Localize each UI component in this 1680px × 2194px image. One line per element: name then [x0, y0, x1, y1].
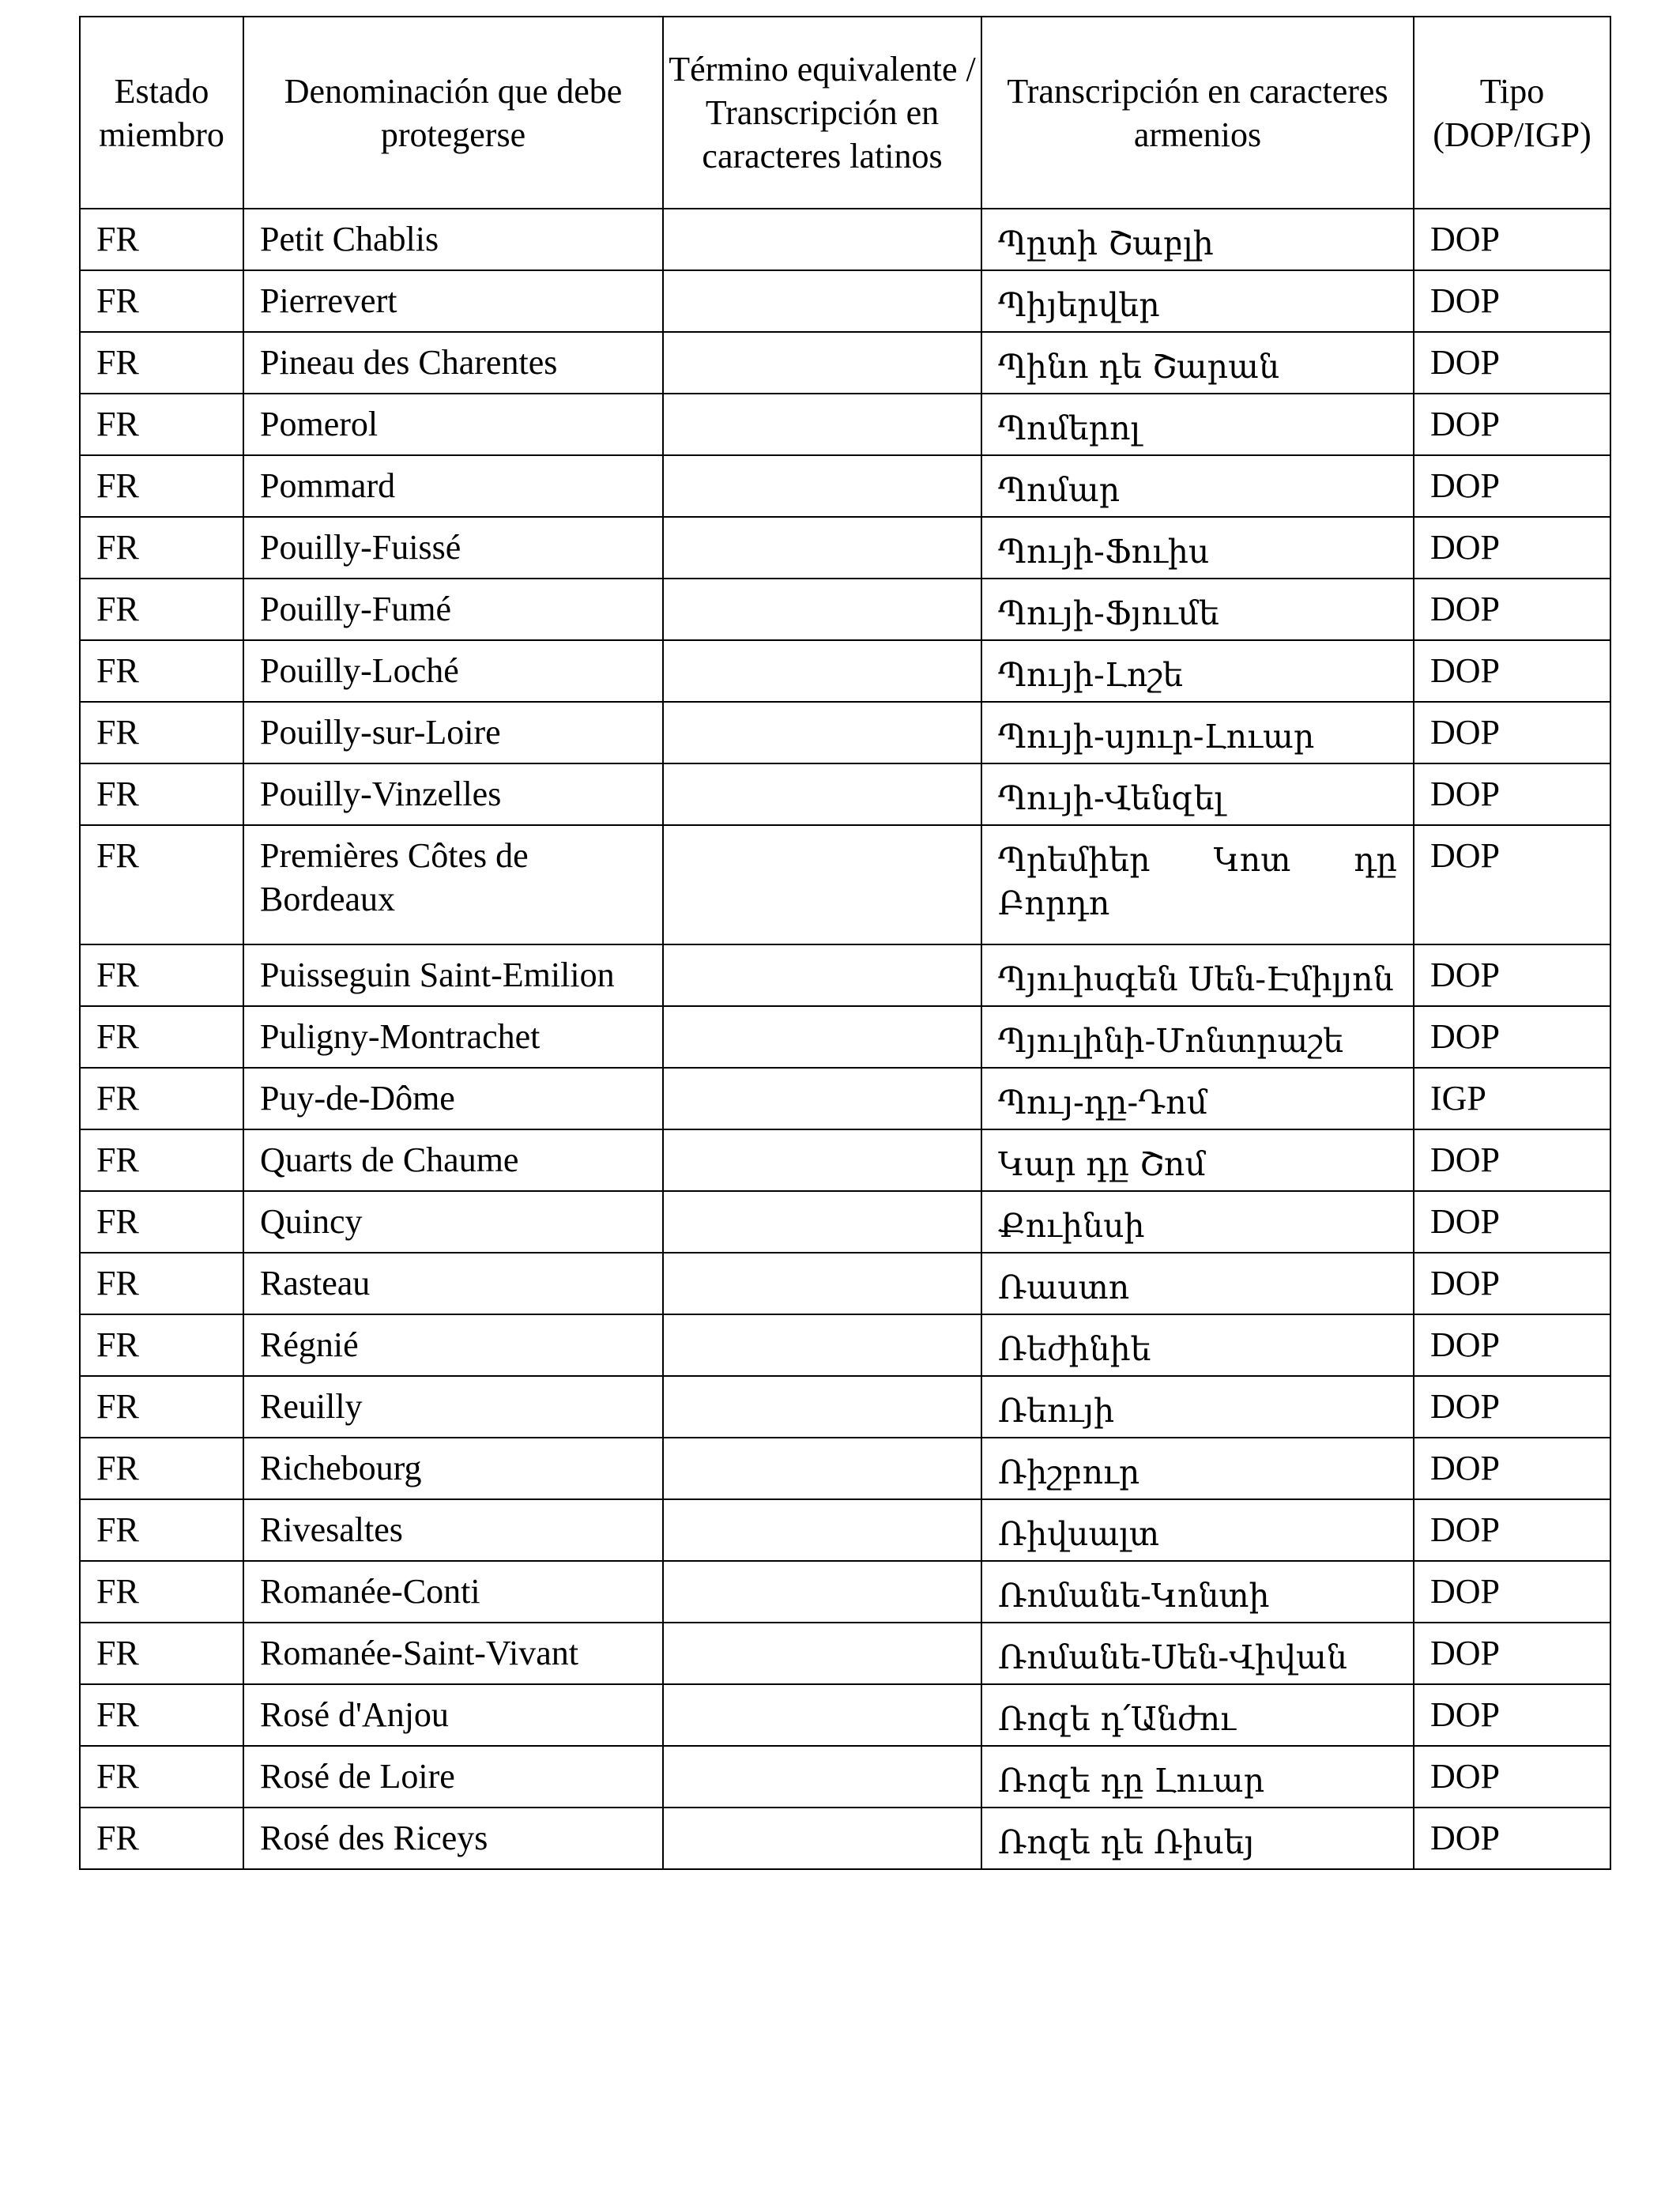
cell-state: FR — [80, 332, 243, 394]
table-row — [80, 944, 1610, 1006]
cell-state: FR — [80, 825, 243, 944]
cell-equivalent — [663, 1499, 981, 1561]
cell-state: FR — [80, 1314, 243, 1376]
cell-equivalent — [663, 1006, 981, 1068]
cell-name: Reuilly — [243, 1376, 663, 1438]
cell-name: Rosé d'Anjou — [243, 1684, 663, 1746]
cell-armenian: Քուինսի — [981, 1191, 1414, 1253]
cell-type: DOP — [1414, 1561, 1610, 1623]
table-row — [80, 1191, 1610, 1253]
cell-type: DOP — [1414, 517, 1610, 579]
cell-equivalent — [663, 702, 981, 763]
cell-armenian: Պոմար — [981, 455, 1414, 517]
cell-type: DOP — [1414, 825, 1610, 944]
cell-equivalent — [663, 763, 981, 825]
cell-type: DOP — [1414, 1129, 1610, 1191]
table-row — [80, 394, 1610, 455]
cell-name: Régnié — [243, 1314, 663, 1376]
table-row — [80, 763, 1610, 825]
cell-name: Premières Côtes de Bordeaux — [243, 825, 663, 944]
table-row — [80, 702, 1610, 763]
table-row — [80, 270, 1610, 332]
cell-type: DOP — [1414, 1684, 1610, 1746]
cell-type: DOP — [1414, 579, 1610, 640]
cell-equivalent — [663, 1376, 981, 1438]
cell-name: Pineau des Charentes — [243, 332, 663, 394]
cell-armenian: Ռոմանե-Կոնտի — [981, 1561, 1414, 1623]
cell-state: FR — [80, 1561, 243, 1623]
cell-type: DOP — [1414, 1006, 1610, 1068]
cell-type: DOP — [1414, 332, 1610, 394]
cell-name: Rosé de Loire — [243, 1746, 663, 1808]
cell-type: DOP — [1414, 1499, 1610, 1561]
cell-equivalent — [663, 1684, 981, 1746]
cell-type: DOP — [1414, 1253, 1610, 1314]
cell-armenian: Պույի-Ֆուիս — [981, 517, 1414, 579]
cell-state: FR — [80, 1253, 243, 1314]
cell-name: Pouilly-sur-Loire — [243, 702, 663, 763]
cell-armenian: Պույի-սյուր-Լուար — [981, 702, 1414, 763]
cell-type: DOP — [1414, 270, 1610, 332]
cell-type: DOP — [1414, 209, 1610, 270]
cell-state: FR — [80, 1376, 243, 1438]
table-row — [80, 209, 1610, 270]
header-state: Estado miembro — [80, 17, 243, 209]
cell-state: FR — [80, 270, 243, 332]
cell-state: FR — [80, 1808, 243, 1869]
cell-equivalent — [663, 1253, 981, 1314]
table-row — [80, 1376, 1610, 1438]
table-row — [80, 1808, 1610, 1869]
table-row — [80, 825, 1610, 944]
cell-equivalent — [663, 209, 981, 270]
cell-type: DOP — [1414, 455, 1610, 517]
cell-name: Pommard — [243, 455, 663, 517]
table-row — [80, 579, 1610, 640]
cell-name: Quarts de Chaume — [243, 1129, 663, 1191]
cell-type: DOP — [1414, 394, 1610, 455]
cell-type: DOP — [1414, 1623, 1610, 1684]
cell-name: Rasteau — [243, 1253, 663, 1314]
table-row — [80, 1561, 1610, 1623]
cell-type: DOP — [1414, 944, 1610, 1006]
table-row — [80, 1623, 1610, 1684]
cell-name: Romanée-Conti — [243, 1561, 663, 1623]
cell-equivalent — [663, 1623, 981, 1684]
cell-armenian: Պույի-Լոշե — [981, 640, 1414, 702]
table-row — [80, 640, 1610, 702]
cell-name: Pouilly-Vinzelles — [243, 763, 663, 825]
cell-equivalent — [663, 394, 981, 455]
cell-armenian: Պըտի Շաբլի — [981, 209, 1414, 270]
cell-state: FR — [80, 1684, 243, 1746]
cell-equivalent — [663, 1129, 981, 1191]
cell-armenian: Պիյերվեր — [981, 270, 1414, 332]
cell-type: DOP — [1414, 640, 1610, 702]
table-row — [80, 1438, 1610, 1499]
cell-type: DOP — [1414, 1808, 1610, 1869]
header-equivalent: Término equivalente / Transcripción en caracteres latinos — [663, 17, 981, 209]
cell-armenian: Պոմերոլ — [981, 394, 1414, 455]
cell-state: FR — [80, 640, 243, 702]
cell-armenian: Ռիվսալտ — [981, 1499, 1414, 1561]
cell-state: FR — [80, 702, 243, 763]
cell-armenian: Ռոզե դը Լուար — [981, 1746, 1414, 1808]
cell-name: Pouilly-Fuissé — [243, 517, 663, 579]
cell-armenian: Պույի-Վենզել — [981, 763, 1414, 825]
cell-state: FR — [80, 209, 243, 270]
cell-type: DOP — [1414, 1314, 1610, 1376]
cell-state: FR — [80, 763, 243, 825]
cell-name: Romanée-Saint-Vivant — [243, 1623, 663, 1684]
header-armenian: Transcripción en caracteres armenios — [981, 17, 1414, 209]
cell-armenian: Ռիշբուր — [981, 1438, 1414, 1499]
cell-equivalent — [663, 332, 981, 394]
cell-equivalent — [663, 640, 981, 702]
cell-equivalent — [663, 944, 981, 1006]
cell-equivalent — [663, 517, 981, 579]
cell-state: FR — [80, 1623, 243, 1684]
cell-name: Puy-de-Dôme — [243, 1068, 663, 1129]
cell-armenian: Պույի-Ֆյումե — [981, 579, 1414, 640]
cell-equivalent — [663, 1191, 981, 1253]
cell-equivalent — [663, 1314, 981, 1376]
cell-name: Rosé des Riceys — [243, 1808, 663, 1869]
cell-equivalent — [663, 270, 981, 332]
cell-armenian: Պույ-դը-Դոմ — [981, 1068, 1414, 1129]
cell-armenian: Ռեույի — [981, 1376, 1414, 1438]
cell-state: FR — [80, 517, 243, 579]
cell-state: FR — [80, 1068, 243, 1129]
cell-equivalent — [663, 1561, 981, 1623]
cell-armenian: Ռեժինիե — [981, 1314, 1414, 1376]
cell-name: Pouilly-Fumé — [243, 579, 663, 640]
cell-equivalent — [663, 1068, 981, 1129]
table-row — [80, 1068, 1610, 1129]
cell-type: DOP — [1414, 1191, 1610, 1253]
cell-name: Puisseguin Saint-Emilion — [243, 944, 663, 1006]
cell-type: DOP — [1414, 1438, 1610, 1499]
table-row — [80, 1006, 1610, 1068]
cell-armenian: Պյուիսգեն Սեն-Էմիլյոն — [981, 944, 1414, 1006]
cell-name: Petit Chablis — [243, 209, 663, 270]
table-row — [80, 1314, 1610, 1376]
cell-state: FR — [80, 1129, 243, 1191]
cell-armenian: Ռաստո — [981, 1253, 1414, 1314]
cell-armenian: Կար դը Շոմ — [981, 1129, 1414, 1191]
cell-armenian: Ռոմանե-Սեն-Վիվան — [981, 1623, 1414, 1684]
cell-armenian: Ռոզե դ՛Անժու — [981, 1684, 1414, 1746]
cell-name: Quincy — [243, 1191, 663, 1253]
cell-type: DOP — [1414, 763, 1610, 825]
cell-equivalent — [663, 1438, 981, 1499]
cell-equivalent — [663, 455, 981, 517]
cell-name: Puligny-Montrachet — [243, 1006, 663, 1068]
table-row — [80, 332, 1610, 394]
cell-name: Rivesaltes — [243, 1499, 663, 1561]
cell-armenian: Պյուլինի-Մոնտրաշե — [981, 1006, 1414, 1068]
table-row — [80, 1253, 1610, 1314]
cell-name: Richebourg — [243, 1438, 663, 1499]
cell-type: DOP — [1414, 1376, 1610, 1438]
cell-state: FR — [80, 455, 243, 517]
cell-equivalent — [663, 825, 981, 944]
cell-equivalent — [663, 1808, 981, 1869]
table-row — [80, 1684, 1610, 1746]
cell-state: FR — [80, 1006, 243, 1068]
cell-state: FR — [80, 1438, 243, 1499]
cell-type: DOP — [1414, 702, 1610, 763]
cell-state: FR — [80, 944, 243, 1006]
cell-state: FR — [80, 1746, 243, 1808]
cell-name: Pomerol — [243, 394, 663, 455]
denominations-table — [79, 16, 1611, 1870]
cell-type: DOP — [1414, 1746, 1610, 1808]
cell-armenian: Պրեմիեր Կոտ դը Բորդո — [981, 825, 1414, 944]
header-type: Tipo (DOP/IGP) — [1414, 17, 1610, 209]
table-row — [80, 517, 1610, 579]
table-header-row — [80, 17, 1610, 209]
cell-name: Pierrevert — [243, 270, 663, 332]
cell-equivalent — [663, 1746, 981, 1808]
cell-type: IGP — [1414, 1068, 1610, 1129]
table-row — [80, 455, 1610, 517]
cell-state: FR — [80, 394, 243, 455]
table-row — [80, 1746, 1610, 1808]
cell-state: FR — [80, 1499, 243, 1561]
table-row — [80, 1129, 1610, 1191]
header-name: Denominación que debe protegerse — [243, 17, 663, 209]
cell-armenian: Ռոզե դե Ռիսեյ — [981, 1808, 1414, 1869]
table-row — [80, 1499, 1610, 1561]
cell-armenian: Պինո դե Շարան — [981, 332, 1414, 394]
cell-equivalent — [663, 579, 981, 640]
cell-name: Pouilly-Loché — [243, 640, 663, 702]
cell-state: FR — [80, 579, 243, 640]
cell-state: FR — [80, 1191, 243, 1253]
